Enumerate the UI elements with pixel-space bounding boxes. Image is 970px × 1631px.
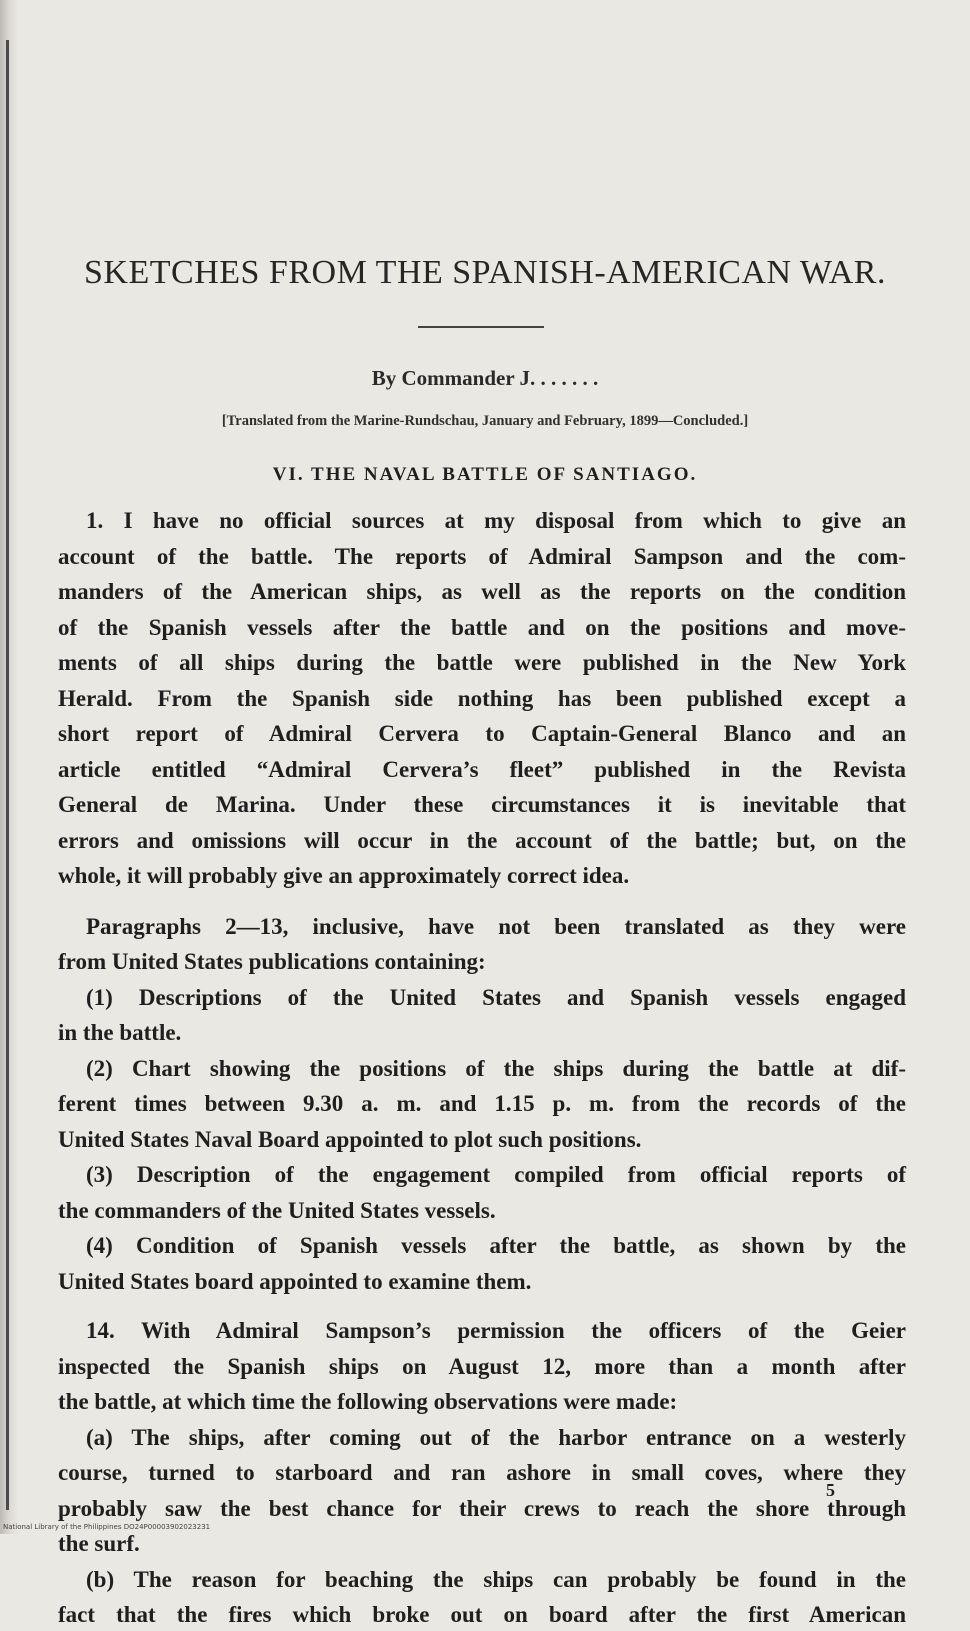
text-line: (1) Descriptions of the United States and Spanish vessels engaged [86,984,906,1010]
text-line: probably saw the best chance for their crews to reach the shore through [58,1495,906,1521]
text-line: errors and omissions will occur in the account of the battle; but, on the [58,827,906,853]
article-title: SKETCHES FROM THE SPANISH-AMERICAN WAR. [84,254,886,291]
text-line: ferent times between 9.30 a. m. and 1.15 p. m. from the records of the [58,1091,906,1116]
text-line: in the battle. [58,1020,182,1045]
author-byline: By Commander J. . . . . . . [371,366,599,390]
text-line: ments of all ships during the battle were published in the New York [58,650,906,675]
section-heading: VI. THE NAVAL BATTLE OF SANTIAGO. [272,464,698,485]
text-line: (3) Description of the engagement compiled from official reports of [86,1162,906,1187]
text-line: (2) Chart showing the positions of the ships during the battle at dif- [86,1055,906,1081]
binding-shadow-line [6,40,9,1510]
text-line: the commanders of the United States vessels. [58,1197,496,1223]
text-line: the battle, at which time the following observations were made: [58,1389,678,1414]
text-line: Herald. From the Spanish side nothing has been published except a [58,685,906,711]
text-line: from United States publications containing: [58,949,486,974]
text-line: fact that the fires which broke out on board after the first American [58,1602,906,1627]
text-line: whole, it will probably give an approximately correct idea. [58,863,630,888]
text-line: (a) The ships, after coming out of the harbor entrance on a westerly [86,1424,906,1450]
text-line: the surf. [58,1531,140,1556]
translation-note: [Translated from the Marine-Rundschau, January and February, 1899—Concluded.] [221,413,749,429]
text-line: manders of the American ships, as well as the reports on the condition [58,579,906,604]
text-line: article entitled “Admiral Cervera’s fleet” published in the Revista [58,756,906,782]
title-divider [418,326,544,328]
text-line: 14. With Admiral Sampson’s permission the officers of the Geier [86,1318,906,1343]
text-line: 1. I have no official sources at my disposal from which to give an [86,508,906,533]
text-line: course, turned to starboard and ran ashore in small coves, where they [58,1460,906,1485]
text-line: (4) Condition of Spanish vessels after the battle, as shown by the [86,1233,906,1258]
text-line: account of the battle. The reports of Admiral Sampson and the com- [58,543,906,569]
text-line: United States board appointed to examine them. [58,1268,532,1294]
text-line: inspected the Spanish ships on August 12, more than a month after [58,1353,906,1379]
text-line: Paragraphs 2—13, inclusive, have not been translated as they were [86,913,906,939]
text-line: (b) The reason for beaching the ships can probably be found in the [86,1566,906,1592]
library-footer: National Library of the Philippines DO24P00003902023231 [3,1523,211,1531]
page-binding-edge [0,0,18,1534]
text-line: United States Naval Board appointed to plot such positions. [58,1126,642,1152]
text-line: General de Marina. Under these circumstances it is inevitable that [58,792,906,817]
text-line: short report of Admiral Cervera to Captain-General Blanco and an [58,721,906,746]
text-line: of the Spanish vessels after the battle and on the positions and move- [58,614,906,640]
page-number: 5 [826,1480,835,1500]
